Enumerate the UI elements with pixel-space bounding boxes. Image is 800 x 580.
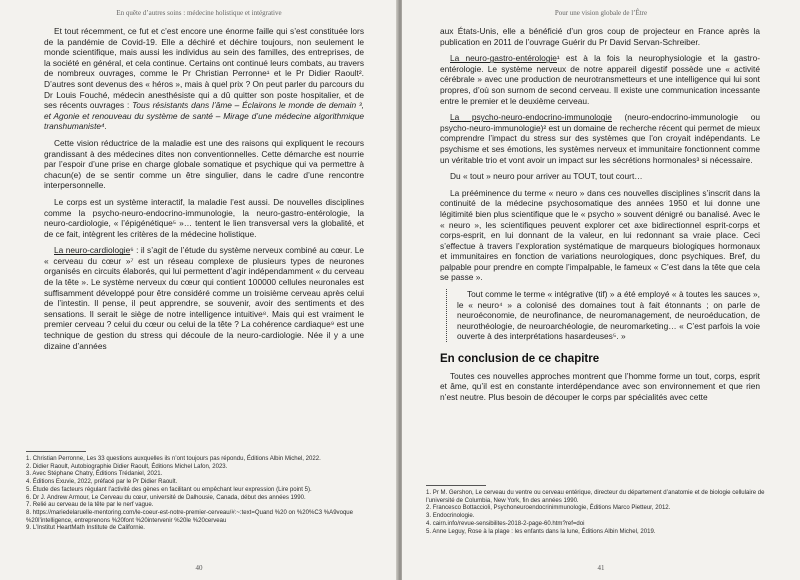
footnote: 9. L’Institut HeartMath Institute de Californie. (26, 525, 145, 532)
right-p3-text: (neuro-endocrino-immunologie ou psycho-neuro-immunologie)² est un domaine de recherche récent qui permet de mieux comprendre l’impact du stress sur des systèmes que l’on croyait indépendants. Le psychisme et ses émotions, les systèmes nerveux et immunitaire fonctionnent comme un véritable trio et vont avoir un impact sur les sécrétions hormonales³ si nécessaire. (440, 112, 761, 165)
quote-block (446, 289, 760, 342)
footnote: 2. Francesco Bottaccioli, Psychoneuroendocrinimmunologie, Éditions Marco Pietteur, 2012. (426, 505, 671, 512)
footnote: 4. cairn.info/revue-sensibilites-2018-2-page-60.htm?ref=doi (426, 520, 585, 527)
footnote: 3. Avec Stéphane Chatry, Éditions Trédaniel, 2021. (26, 471, 163, 478)
right-running-header: Pour une vision globale de l’Être (554, 9, 648, 17)
left-paragraph-3: Le corps est un système interactif, la maladie l’est aussi. De nouvelles disciplines comme la psycho-neuro-endocrino-immunologie, la neuro-gastro-entérologie, la neuro-cardiologie, « l’épigénétique⁵ »… tentent le lien transversal vers la globalité, et de ce fait, intègrent les critères de la médecine holistique. (44, 196, 364, 239)
footnote: 1. Christian Perronne, Les 33 questions auxquelles ils n’ont toujours pas répondu, Éditions Albin Michel, 2022. (26, 456, 321, 462)
right-paragraph-5: La prééminence du terme « neuro » dans ces nouvelles disciplines s’inscrit dans la continuité de la médecine psychosomatique des années 1950 et lui donne une légitimité bien plus scientifique que le « psycho » souvent dénigré ou banalisé. Avec le « neuro », les scientifiques peuvent explorer cet axe bidirectionnel esprit-corps et corps-esprit, en lui donnant de la valeur, en lui redonnant sa vraie place. Ceci s’effectue à travers l’exploration systématique de marqueurs biologiques hormonaux et immunitaires en fonction de variations neurologiques, donc psychiques. Bref, du palpable pour prendre en compte l’impalpable, le fameux « C’est dans la tête que cela se passe ». (440, 187, 760, 283)
left-footnote-rule (26, 451, 86, 452)
right-p2-text: ¹ est à la fois la neurophysiologie et la gastro-entérologie. Le système nerveux de notre appareil digestif possède une « activité cérébrale » avec une production de neurotransmetteurs et une intelligence qui lui sont propres, d’où son surnom de second cerveau. Il existe une communication incessante entre le premier et le deuxième cerveau. (440, 53, 760, 106)
right-footnotes (426, 490, 771, 536)
footnote: 5. Étude des facteurs régulant l’activité des gènes en facilitant ou empêchant leur expression (Lire point 5). (26, 486, 312, 493)
footnote: 3. Endocrinologie. (426, 513, 475, 520)
left-p4-text: ⁶ : il s’agit de l’étude du système nerveux combiné au cœur. Le « cerveau du cœur »⁷ est un réseau complexe de plusieurs types de neurones organisés en circuits élaborés, qui lui permettent d’agir indépendamment « du cerveau de la tête ». Le système nerveux du cœur qui contient 100000 cellules neuronales est suffisamment développé pour être considéré comme un troisième cerveau après celui de l’intestin. Il pense, il peut apprendre, se souvenir, avoir des sentiments et des sensations. Il serait le siège de notre intelligence intuitive⁸. Mais qui est vraiment le premier cerveau ? celui du cœur ou celui de la tête ? La cohérence cardiaque⁹ est une technique de gestion du stress qui découle de la neuro-cardiologie. Née il y a une dizaine d’années (44, 245, 364, 351)
footnote: 2. Didier Raoult, Autobiographie Didier Raoult, Éditions Michel Lafon, 2023. (26, 463, 228, 470)
right-page (402, 0, 800, 580)
footnote: 1. Pr M. Gershon, Le cerveau du ventre ou cerveau entérique, directeur du département d’anatomie et de biologie cellulaire de l’université de Columbia, New York, fin des années 1990. (426, 490, 765, 504)
footnote: 7. Relié au cerveau de la tête par le nerf vague. (26, 502, 154, 509)
left-p1-text: Et tout récemment, ce fut et c’est encore une énorme faille qui s’est constituée lors de la pandémie de Covid-19. Elle a déchiré et déchire toujours, non seulement le monde scientifique, mais aussi les individus au sein des familles, des entreprises, de la société en général, et cela continue. Certains ont continué leurs combats, au travers de nombreux ouvrages, comme le Pr Christian Perronne¹ et le Pr Didier Raoult². D’autres sont devenus des « héros », mais à quel prix ? On peut parler du parcours du Dr Louis Fouché, médecin anesthésiste qui a dû quitter son poste hospitalier, et de ses récents ouvrages : (44, 26, 364, 111)
right-page-number: 41 (597, 564, 605, 572)
right-paragraph-4: Du « tout » neuro pour arriver au TOUT, tout court… (450, 171, 643, 182)
left-page (0, 0, 398, 580)
footnote: 6. Dr J. Andrew Armour, Le Cerveau du cœur, université de Dalhousie, Canada, début des années 1990. (26, 494, 306, 501)
left-running-header: En quête d’autres soins : médecine holistique et intégrative (116, 9, 282, 17)
section-heading: En conclusion de ce chapitre (440, 353, 600, 366)
left-paragraph-2: Cette vision réductrice de la maladie est une des raisons qui expliquent le recours grandissant à des médecines dites non conventionnelles. Cette démarche est nourrie par l’espoir d’une prise en charge globale somatique et psychique qui va permettre à chacun(e) de se sentir comme un être singulier, dans le cadre d’une rencontre interpersonnelle. (44, 137, 364, 191)
neuro-cardiologie-term: La neuro-cardiologie (54, 245, 131, 256)
left-footnotes (26, 456, 371, 533)
left-paragraph-4 (44, 245, 364, 351)
right-paragraph-3 (440, 112, 760, 165)
footnote: 5. Anne Leguy, Rose à la plage : les enfants dans la lune, Éditions Albin Michel, 2019. (426, 528, 656, 535)
left-paragraph-1 (44, 26, 364, 132)
right-paragraph-6: Toutes ces nouvelles approches montrent que l’homme forme un tout, corps, esprit et âme, qu’il est en constante interdépendance avec son environnement et que rien n’est neutre. Plus besoin de découper le corps par spécialités avec cette (440, 370, 760, 402)
right-body-text (440, 26, 760, 408)
left-body-text (44, 26, 364, 357)
right-paragraph-1: aux États-Unis, elle a bénéficié d’un gros coup de projecteur en France après la publication en 2011 de l’ouvrage Guérir du Pr David Servan-Schreiber. (440, 26, 760, 47)
left-p1-italic: Tous résistants dans l’âme – Éclairons le monde de demain ³, et Agonie et renouveau du système de santé – Mirage d’une médecine algorithmique transhumaniste⁴. (44, 100, 364, 132)
right-footnote-rule (426, 485, 486, 486)
footnote: 8. https://mariedelaruelle-mentoring.com/le-coeur-est-notre-premier-cerveau/#:~:text=Quand %20 on %20%C3 %A9voque %20l’intelligence, entreprenons %20font %20intervenir %20le %20cerveau (26, 509, 354, 524)
right-paragraph-2 (440, 53, 760, 106)
left-page-number: 40 (195, 564, 203, 572)
neuro-gastro-term: La neuro-gastro-entérologie (450, 53, 557, 64)
footnote: 4. Éditions Exuvie, 2022, préfacé par le Pr Didier Raoult. (26, 479, 178, 486)
pnei-term: La psycho-neuro-endocrino-immunologie (450, 112, 612, 123)
quote-text: Tout comme le terme « intégrative (tif) » a été employé « à toutes les sauces », le « neuro⁴ » a colonisé des domaines tout à fait étonnants ; on parle de neuroéconomie, de neurofinance, de neuromanagement, de neuroéducation, de neurothéologie, de neuroarchéologie, de neuromarketing… « C’est parfois la voie ouverte à des interprétations hasardeuses⁵. » (457, 289, 760, 342)
